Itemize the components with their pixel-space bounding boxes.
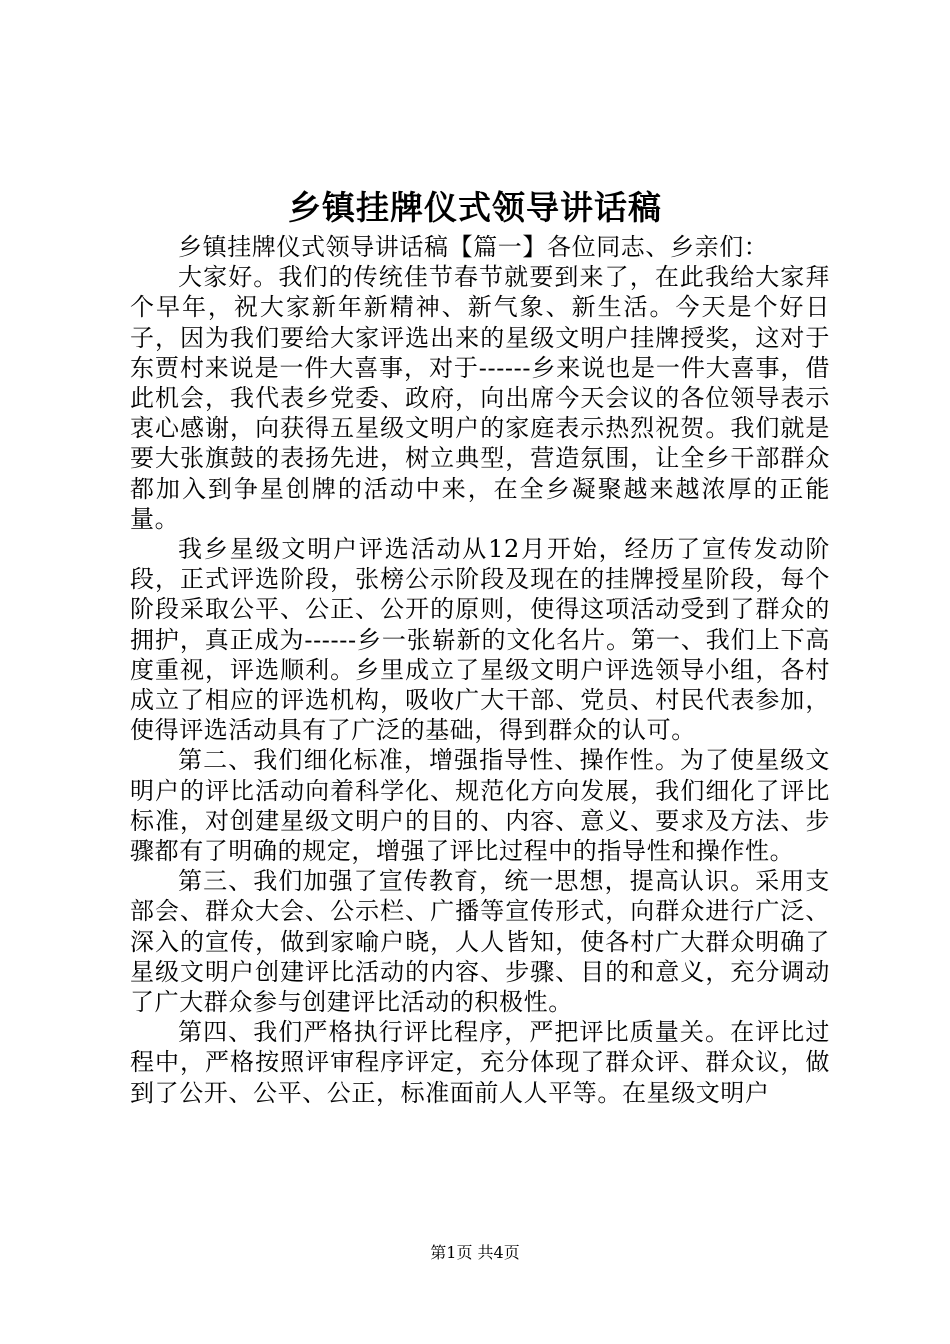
paragraph-1: 乡镇挂牌仪式领导讲话稿【篇一】各位同志、乡亲们：: [178, 233, 769, 261]
document-title: 乡镇挂牌仪式领导讲话稿: [288, 188, 662, 227]
paragraph-2: 大家好。我们的传统佳节春节就要到来了，在此我给大家拜个早年，祝大家新年新精神、新气象、新生活。今天是个好日子，因为我们要给大家评选出来的星级文明户挂牌授奖，这对于东贾村来说是一件大喜事，对于------乡来说也是一件大喜事，借此机会，我代表乡党委、政府，向出席今天会议的各位领导表示衷心感谢，向获得五星级文明户的家庭表示热烈祝贺。我们就是要大张旗鼓的表扬先进，树立典型，营造氛围，让全乡干部群众都加入到争星创牌的活动中来，在全乡凝聚越来越浓厚的正能量。: [130, 263, 830, 533]
paragraph-6: 第四、我们严格执行评比程序，严把评比质量关。在评比过程中，严格按照评审程序评定，充分体现了群众评、群众议，做到了公开、公平、公正，标准面前人人平等。在星级文明户: [130, 1018, 830, 1107]
document-body: [130, 232, 830, 1108]
paragraph-3: 我乡星级文明户评选活动从12月开始，经历了宣传发动阶段，正式评选阶段，张榜公示阶段及现在的挂牌授星阶段，每个阶段采取公平、公正、公开的原则，使得这项活动受到了群众的拥护，真正成为------乡一张崭新的文化名片。第一、我们上下高度重视，评选顺利。乡里成立了星级文明户评选领导小组，各村成立了相应的评选机构，吸收广大干部、党员、村民代表参加，使得评选活动具有了广泛的基础，得到群众的认可。: [130, 535, 830, 745]
paragraph-5: 第三、我们加强了宣传教育，统一思想，提高认识。采用支部会、群众大会、公示栏、广播等宣传形式，向群众进行广泛、深入的宣传，做到家喻户晓，人人皆知，使各村广大群众明确了星级文明户创建评比活动的内容、步骤、目的和意义，充分调动了广大群众参与创建评比活动的积极性。: [130, 867, 830, 1017]
page-number-footer: 第1页 共4页: [430, 1243, 520, 1262]
paragraph-4: 第二、我们细化标准，增强指导性、操作性。为了使星级文明户的评比活动向着科学化、规范化方向发展，我们细化了评比标准，对创建星级文明户的目的、内容、意义、要求及方法、步骤都有了明确的规定，增强了评比过程中的指导性和操作性。: [130, 746, 830, 866]
